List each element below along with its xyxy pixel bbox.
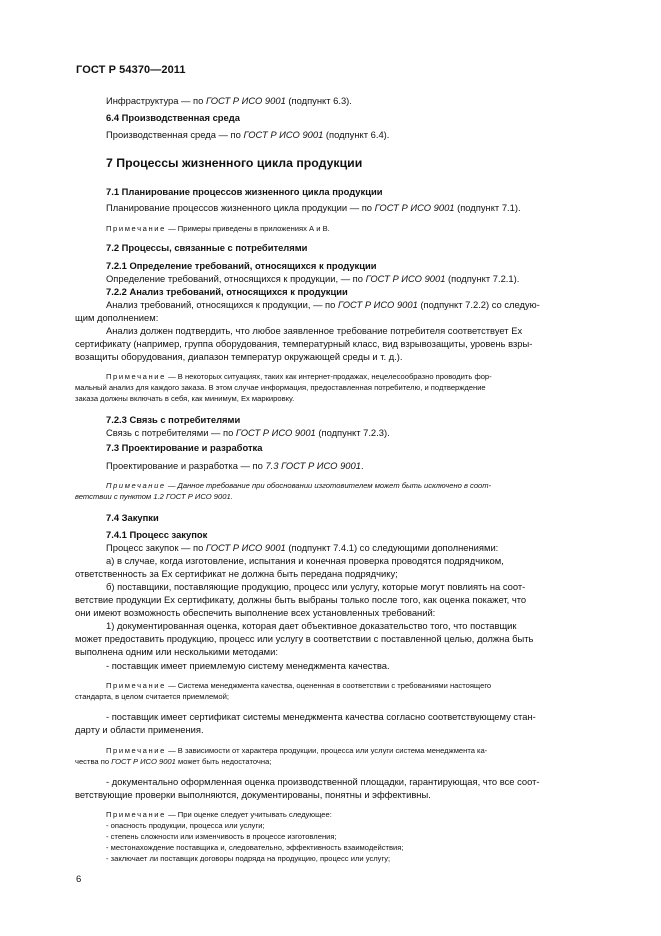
standard-reference: ГОСТ Р ИСО 9001 — [365, 273, 446, 284]
item-b-l1: б) поставщики, поставляющие продукцию, процесс или услугу, которые могут повлиять на соот- — [106, 581, 526, 592]
paragraph-7-2-2: Анализ требований, относящихся к продукции, — по ГОСТ Р ИСО 9001 (подпункт 7.2.2) со следую- — [106, 299, 540, 310]
note-certificate-l2: чества по ГОСТ Р ИСО 9001 может быть недостаточна; — [75, 757, 272, 766]
paragraph-analysis-l1: Анализ должен подтвердить, что любое заявленное требование потребителя соответствует Ex — [106, 325, 523, 336]
note-label: Примечание — [106, 681, 166, 690]
heading-7-4-1: 7.4.1 Процесс закупок — [106, 529, 208, 540]
item-1-l3: выполнена одним или несколькими методами: — [75, 646, 278, 657]
note-7-3: Примечание — Данное требование при обосновании изготовителем может быть исключено в соот- — [106, 481, 492, 490]
item-a-l2: ответственность за Ex сертификат не должна быть передана подрядчику; — [75, 568, 398, 579]
note-qms-l2: стандарта, в целом считается приемлемой; — [75, 692, 229, 701]
item-1-l2: может предоставить продукцию, процесс или услугу в соответствии с поставленной целью, должна быть — [75, 633, 534, 644]
heading-7-2-2: 7.2.2 Анализ требований, относящихся к продукции — [106, 286, 348, 297]
note-assessment: Примечание — При оценке следует учитывать следующее: — [106, 810, 332, 819]
standard-reference: ГОСТ Р ИСО 9001 — [374, 202, 455, 213]
paragraph-7-2-2-cont: щим дополнением: — [75, 312, 159, 323]
heading-7-2: 7.2 Процессы, связанные с потребителями — [106, 242, 308, 253]
heading-7-2-3: 7.2.3 Связь с потребителями — [106, 414, 241, 425]
standard-reference: 7.3 ГОСТ Р ИСО 9001 — [265, 460, 361, 471]
note-label: Примечание — [106, 372, 166, 381]
item-a-l1: а) в случае, когда изготовление, испытания и конечная проверка проводятся подрядчиком, — [106, 555, 504, 566]
paragraph-7-3: Проектирование и разработка — по 7.3 ГОСТ Р ИСО 9001. — [106, 460, 364, 471]
standard-reference: ГОСТ Р ИСО 9001 — [205, 542, 286, 553]
paragraph-7-2-3: Связь с потребителями — по ГОСТ Р ИСО 9001 (подпункт 7.2.3). — [106, 427, 390, 438]
heading-7-2-1: 7.2.1 Определение требований, относящихся к продукции — [106, 260, 377, 271]
standard-reference: ГОСТ Р ИСО 9001 — [243, 129, 324, 140]
standard-reference: ГОСТ Р ИСО 9001 — [205, 95, 286, 106]
note-qms: Примечание — Система менеджмента качества, оцененная в соответствии с требованиями настоящего — [106, 681, 492, 690]
note-label: Примечание — [106, 810, 166, 819]
doc-code-header: ГОСТ Р 54370—2011 — [76, 64, 186, 76]
note-list-item: - опасность продукции, процесса или услуги; — [106, 821, 265, 830]
item-1-l1: 1) документированная оценка, которая дает объективное доказательство того, что поставщик — [106, 620, 517, 631]
note-list-item: - местонахождение поставщика и, следовательно, эффективность взаимодействия; — [106, 843, 404, 852]
paragraph-production-env: Производственная среда — по ГОСТ Р ИСО 9001 (подпункт 6.4). — [106, 129, 390, 140]
paragraph-analysis-l3: возащиты оборудования, диапазон температур окружающей среды и т. д.). — [75, 351, 403, 362]
dash-item-site-l2: ветствующие проверки выполняются, документированы, понятны и эффективны. — [75, 789, 431, 800]
item-b-l2: ветствие продукции Ex сертификату, должны быть выбраны только после того, как оценка покажет, что — [75, 594, 527, 605]
heading-7-3: 7.3 Проектирование и разработка — [106, 442, 263, 453]
page-number: 6 — [76, 874, 82, 885]
note-list-item: - степень сложности или изменчивость в процессе изготовления; — [106, 832, 337, 841]
heading-7-4: 7.4 Закупки — [106, 512, 159, 523]
note-7-2-2-l3: заказа должны включать в себя, как минимум, Ex маркировку. — [75, 394, 295, 403]
page-body — [75, 94, 613, 864]
note-label: Примечание — [106, 481, 166, 490]
note-7-1: Примечание — Примеры приведены в приложениях А и В. — [106, 224, 330, 233]
dash-item-qms: - поставщик имеет приемлемую систему менеджмента качества. — [106, 660, 390, 671]
note-7-2-2-l2: мальный анализ для каждого заказа. В этом случае информация, предоставленная потребителю, и подтверждение — [75, 383, 486, 392]
heading-7-1: 7.1 Планирование процессов жизненного цикла продукции — [106, 186, 383, 197]
dash-item-certificate-l2: дарту и области применения. — [75, 724, 204, 735]
heading-6-4: 6.4 Производственная среда — [106, 112, 240, 123]
standard-reference: ГОСТ Р ИСО 9001 — [235, 427, 316, 438]
paragraph-analysis-l2: сертификату (например, группа оборудования, температурный класс, вид взрывозащиты, уровень взры- — [75, 338, 533, 349]
note-list-item: - заключает ли поставщик договоры подряда на продукцию, процесс или услугу; — [106, 854, 391, 863]
note-certificate: Примечание — В зависимости от характера продукции, процесса или услуги система менеджмента ка- — [106, 746, 488, 755]
section-7-title: 7 Процессы жизненного цикла продукции — [106, 156, 363, 170]
standard-reference: ГОСТ Р ИСО 9001 — [111, 757, 176, 766]
note-label: Примечание — [106, 224, 166, 233]
standard-reference: ГОСТ Р ИСО 9001 — [337, 299, 418, 310]
note-label: Примечание — [106, 746, 166, 755]
paragraph-infrastructure: Инфраструктура — по ГОСТ Р ИСО 9001 (подпункт 6.3). — [106, 95, 352, 106]
note-7-3-l2: ветствии с пунктом 1.2 ГОСТ Р ИСО 9001. — [75, 492, 233, 501]
item-b-l3: они имеют возможность обеспечить выполнение всех установленных требований: — [75, 607, 436, 618]
dash-item-certificate-l1: - поставщик имеет сертификат системы менеджмента качества согласно соответствующему стан- — [106, 711, 536, 722]
dash-item-site-l1: - документально оформленная оценка производственной площадки, гарантирующая, что все соот- — [106, 776, 540, 787]
paragraph-7-2-1: Определение требований, относящихся к продукции, — по ГОСТ Р ИСО 9001 (подпункт 7.2.1). — [106, 273, 520, 284]
paragraph-7-1: Планирование процессов жизненного цикла продукции — по ГОСТ Р ИСО 9001 (подпункт 7.1). — [106, 202, 521, 213]
note-7-2-2: Примечание — В некоторых ситуациях, таких как интернет-продажах, нецелесообразно проводить фор- — [106, 372, 492, 381]
paragraph-7-4-1: Процесс закупок — по ГОСТ Р ИСО 9001 (подпункт 7.4.1) со следующими дополнениями: — [106, 542, 499, 553]
